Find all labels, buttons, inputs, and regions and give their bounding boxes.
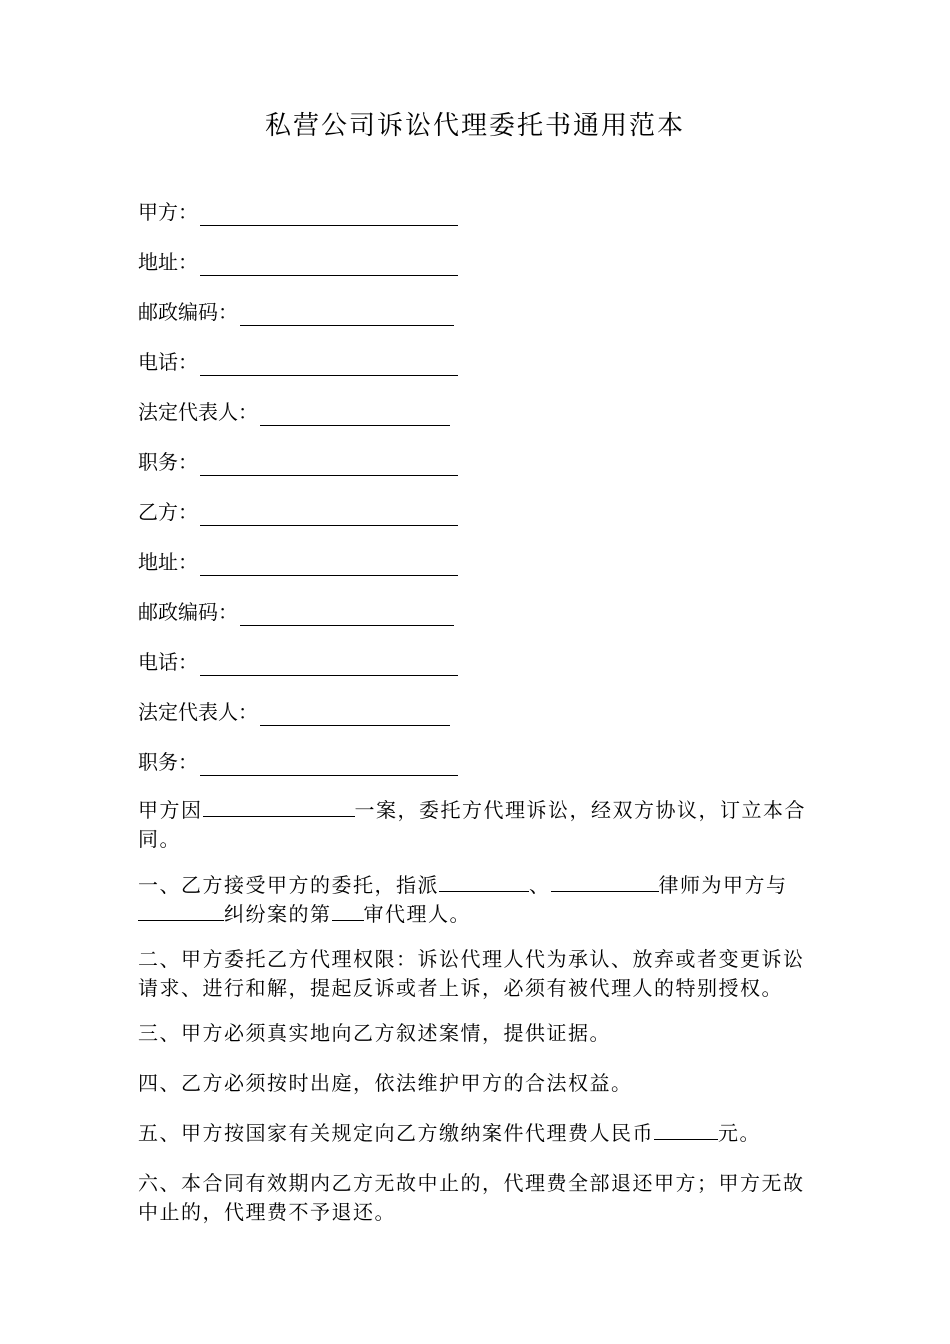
clause-1 (138, 871, 818, 929)
party-b-address-blank (200, 551, 458, 576)
party-b-name-field (138, 496, 458, 526)
clause-6: 六、本合同有效期内乙方无故中止的，代理费全部退还甲方；甲方无故中止的，代理费不予退还。 (138, 1171, 805, 1224)
intro-text-b: 一案，委托方代理诉讼，经双方协议，订立本合同。 (138, 798, 806, 851)
clause-1-text-d: 纠纷案的第 (224, 902, 332, 926)
party-b-legal-rep-field (138, 696, 450, 726)
party-a-name-field (138, 196, 458, 226)
party-a-position-blank (200, 451, 458, 476)
party-b-position-blank (200, 751, 458, 776)
clause-5-text-b: 元。 (718, 1121, 761, 1145)
field-label: 法定代表人： (138, 400, 258, 424)
party-a-postcode-field (138, 296, 454, 326)
party-b-position-field (138, 746, 458, 776)
field-label: 乙方： (138, 500, 198, 524)
party-b-phone-blank (200, 651, 458, 676)
clause-3: 三、甲方必须真实地向乙方叙述案情，提供证据。 (138, 1021, 611, 1045)
field-label: 地址： (138, 550, 198, 574)
clause-5 (138, 1119, 818, 1148)
party-a-position-field (138, 446, 458, 476)
clause-4: 四、乙方必须按时出庭，依法维护甲方的合法权益。 (138, 1071, 633, 1095)
clause-5-text-a: 五、甲方按国家有关规定向乙方缴纳案件代理费人民币 (138, 1121, 654, 1145)
trial-instance-blank (332, 900, 364, 921)
lawyer-2-blank (551, 871, 659, 892)
lawyer-1-blank (439, 871, 529, 892)
clause-1-text-c: 律师为甲方与 (658, 873, 788, 897)
field-label: 甲方： (138, 200, 198, 224)
document-title: 私营公司诉讼代理委托书通用范本 (264, 111, 685, 141)
case-name-blank (203, 796, 355, 817)
clause-1-text-b: 、 (529, 873, 551, 897)
field-label: 地址： (138, 250, 198, 274)
party-b-legal-rep-blank (260, 701, 450, 726)
party-a-legal-rep-blank (260, 401, 450, 426)
field-label: 职务： (138, 750, 198, 774)
fee-amount-blank (654, 1119, 718, 1140)
party-a-phone-blank (200, 351, 458, 376)
field-label: 邮政编码： (138, 300, 238, 324)
party-b-name-blank (200, 501, 458, 526)
party-a-address-blank (200, 251, 458, 276)
clause-1-text-a: 一、乙方接受甲方的委托，指派 (138, 873, 439, 897)
clause-1-text-e: 审代理人。 (363, 902, 471, 926)
party-a-postcode-blank (240, 301, 454, 326)
field-label: 电话： (138, 650, 198, 674)
party-b-phone-field (138, 646, 458, 676)
party-b-postcode-field (138, 596, 454, 626)
party-b-address-field (138, 546, 458, 576)
field-label: 邮政编码： (138, 600, 238, 624)
opponent-blank (138, 900, 224, 921)
field-label: 法定代表人： (138, 700, 258, 724)
party-a-name-blank (200, 201, 458, 226)
intro-text-a: 甲方因 (138, 798, 203, 822)
party-a-address-field (138, 246, 458, 276)
clause-2: 二、甲方委托乙方代理权限：诉讼代理人代为承认、放弃或者变更诉讼请求、进行和解，提起反诉或者上诉，必须有被代理人的特别授权。 (138, 947, 805, 1000)
party-a-legal-rep-field (138, 396, 450, 426)
field-label: 电话： (138, 350, 198, 374)
party-b-postcode-blank (240, 601, 454, 626)
field-label: 职务： (138, 450, 198, 474)
party-a-phone-field (138, 346, 458, 376)
intro-paragraph (138, 796, 818, 854)
